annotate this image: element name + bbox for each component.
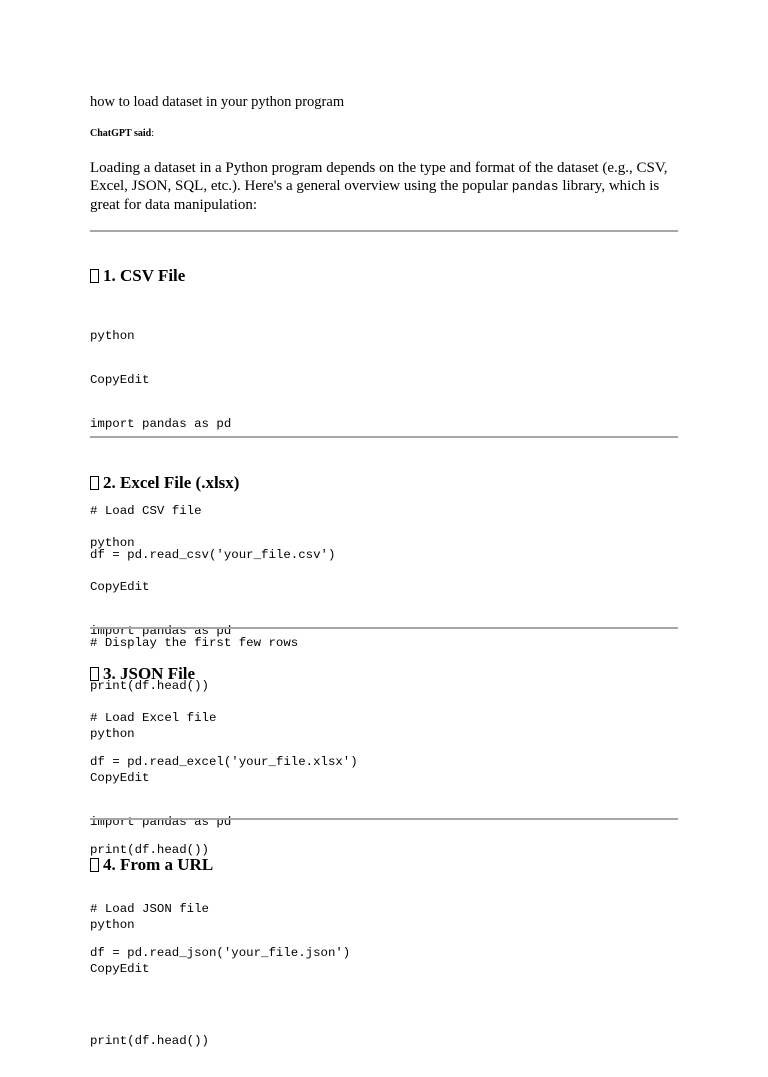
divider-excel xyxy=(90,627,678,629)
missing-glyph-icon xyxy=(90,476,99,490)
code-line: df = pd.read_json('your_file.json') xyxy=(90,946,351,961)
intro-text-before: Loading a dataset in a Python program depends on the type and format of the dataset (e.g., CSV, Excel, JSON, SQL, etc.). Here's a general overview using the popular xyxy=(90,160,668,194)
missing-glyph-icon xyxy=(90,269,99,283)
code-line: df = pd.read_csv('your_file.csv') xyxy=(90,548,336,563)
section-title: 3. JSON File xyxy=(103,664,196,683)
code-line: # Load Excel file xyxy=(90,711,217,726)
assistant-label xyxy=(90,128,154,140)
intro-text-after: library, which is great for data manipulation: xyxy=(90,178,660,213)
missing-glyph-icon xyxy=(90,858,99,872)
code-line: # Load CSV file xyxy=(90,504,202,519)
code-line: print(df.head()) xyxy=(90,679,209,694)
code-line: print(df.head()) xyxy=(90,1033,209,1048)
intro-paragraph xyxy=(90,159,678,214)
copy-button[interactable]: CopyEdit xyxy=(90,770,150,785)
section-heading xyxy=(90,473,678,493)
code-language: python xyxy=(90,329,135,344)
section-title: 2. Excel File (.xlsx) xyxy=(103,473,240,492)
code-line: # Display the first few rows xyxy=(90,635,299,650)
code-line: import pandas as pd xyxy=(90,623,232,638)
section-url xyxy=(90,855,678,1006)
intro-inline-code: pandas xyxy=(511,179,559,194)
copy-button[interactable]: CopyEdit xyxy=(90,961,150,976)
divider-json xyxy=(90,818,678,820)
section-heading xyxy=(90,855,678,875)
code-language: python xyxy=(90,918,135,933)
code-line: # Load JSON file xyxy=(90,902,209,917)
user-question: how to load dataset in your python program xyxy=(90,94,345,110)
assistant-label-colon: : xyxy=(151,128,155,139)
code-line: import pandas as pd xyxy=(90,814,232,829)
section-title: 1. CSV File xyxy=(103,266,186,285)
assistant-name: ChatGPT said xyxy=(90,128,152,139)
code-block xyxy=(90,889,678,1006)
copy-button[interactable]: CopyEdit xyxy=(90,579,150,594)
code-line: import pandas as pd xyxy=(90,416,232,431)
divider-csv xyxy=(90,436,678,438)
section-heading xyxy=(90,266,678,286)
code-language: python xyxy=(90,727,135,742)
code-line: df = pd.read_excel('your_file.xlsx') xyxy=(90,755,358,770)
section-heading xyxy=(90,664,678,684)
copy-button[interactable]: CopyEdit xyxy=(90,372,150,387)
divider-intro xyxy=(90,230,678,232)
code-line: print(df.head()) xyxy=(90,842,209,857)
section-title: 4. From a URL xyxy=(103,855,214,874)
missing-glyph-icon xyxy=(90,667,99,681)
code-language: python xyxy=(90,536,135,551)
